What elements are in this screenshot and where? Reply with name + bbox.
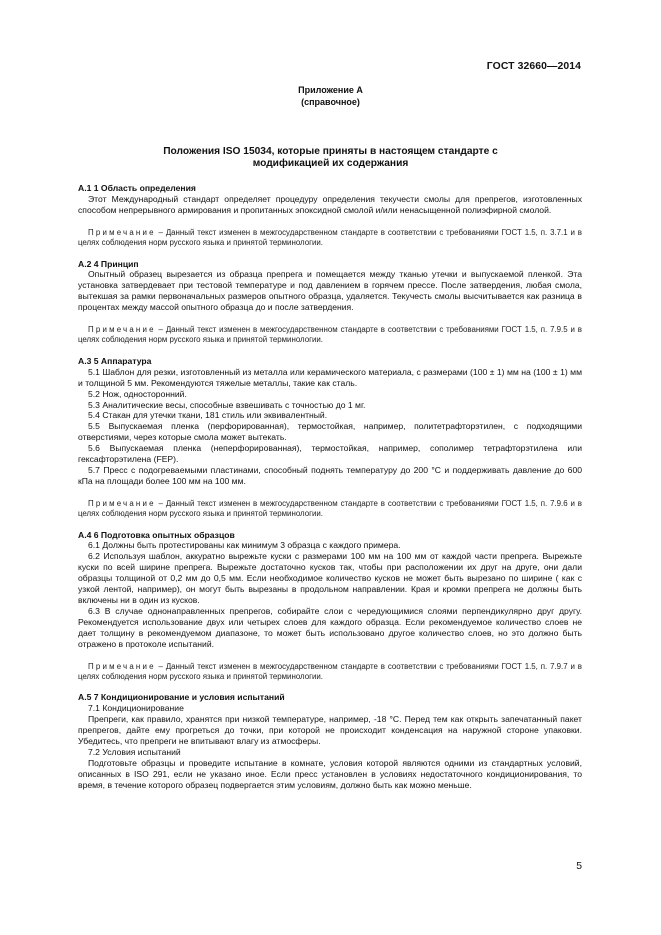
- paragraph: 5.1 Шаблон для резки, изготовленный из металла или керамического материала, с размерами (100 ± 1) мм на (100 ± 1) мм и толщиной 5 мм. Рекомендуются тяжелые металлы, такие как сталь.: [78, 366, 582, 388]
- paragraph: Этот Международный стандарт определяет процедуру определения текучести смолы для препрегов, изготовленных способом непрерывного армирования и пропитанных эпоксидной смолой и/или ненасыщенной полиэфирной смолой.: [78, 193, 582, 215]
- section-heading-a4: А.4 6 Подготовка опытных образцов: [78, 529, 235, 540]
- paragraph: 5.7 Пресс с подогреваемыми пластинами, способный поднять температуру до 200 °С и поддерживать давление до 600 кПа на площади более 100 мм на 100 мм.: [78, 464, 582, 486]
- note-text: Данный текст изменен в межгосударственном стандарте в соответствии с требованиями ГОСТ 1.5, п. 7.9.5 и в целях соблюдения норм русского языка и принятой терминологии.: [78, 325, 582, 345]
- paragraph: Опытный образец вырезается из образца препрега и помещается между тканью утечки и выпускаемой пленкой. Эта установка затвердевает при тестовой температуре и под давлением в горячем прессе. После затвердения, любая смола, вытекшая за рамки первоначальных размеров опытного образца, удаляется. Текучесть смолы высчитывается как разница в процентах между массой опытного образца до и после затвердения.: [78, 269, 582, 313]
- paragraph: 5.5 Выпускаемая пленка (перфорированная), термостойкая, например, политетрафторэтилен, с подходящими отверстиями, через которые смола может вытекать.: [78, 421, 582, 443]
- note-text: Данный текст изменен в межгосударственном стандарте в соответствии с требованиями ГОСТ 1.5, п. 7.9.7 и в целях соблюдения норм русского языка и принятой терминологии.: [78, 661, 582, 681]
- note-label: Примечание: [88, 661, 156, 671]
- note-text: Данный текст изменен в межгосударственном стандарте в соответствии с требованиями ГОСТ 1.5, п. 7.9.6 и в целях соблюдения норм русского языка и принятой терминологии.: [78, 498, 582, 519]
- page-number: 5: [576, 861, 582, 872]
- section-heading-a3: А.3 5 Аппаратура: [78, 355, 152, 366]
- annex-type: (справочное): [301, 96, 360, 107]
- paragraph: 6.1 Должны быть протестированы как минимум 3 образца с каждого примера.: [88, 540, 401, 551]
- note-label: Примечание: [88, 325, 156, 335]
- note-text: Данный текст изменен в межгосударственном стандарте в соответствии с требованиями ГОСТ 1.5, п. 3.7.1 и в целях соблюдения норм русского языка и принятой терминологии.: [78, 227, 582, 248]
- section-heading-a1: А.1 1 Область определения: [78, 183, 196, 193]
- paragraph: Препреги, как правило, хранятся при низкой температуре, например, -18 °С. Перед тем как открыть запечатанный пакет препрегов, дайте ему прогреться до точки, при которой не происходит конденсация на наружной стороне упаковки. Убедитесь, что препреги не впитывают влагу из атмосферы.: [78, 714, 582, 746]
- document-body: [78, 183, 582, 791]
- paragraph: 5.3 Аналитические весы, способные взвешивать с точностью до 1 мг.: [88, 399, 366, 410]
- paragraph: 7.2 Условия испытаний: [88, 746, 181, 757]
- paragraph: 5.4 Стакан для утечки ткани, 181 стиль или эквивалентный.: [88, 410, 328, 421]
- section-heading-a5: А.5 7 Кондиционирование и условия испытаний: [78, 692, 285, 703]
- paragraph: 6.2 Используя шаблон, аккуратно вырежьте куски с размерами 100 мм на 100 мм от каждой части препрега. Вырежьте куски по всей ширине препрега. Вырежьте достаточно кусков так, чтобы при расположении их друг на друге, они дали образцы толщиной от 0,2 мм до 0,5 мм. Если необходимое количество кусков не может быть вырезано по ширине ( как с узкой лентой, например), он могут быть вырезаны в продольном направлении. Края и кромки препрега не должны быть включены ни в один из кусков.: [78, 551, 582, 605]
- section-heading-a2: А.2 4 Принцип: [78, 258, 139, 269]
- annex-title: [0, 146, 661, 171]
- annex-title-line-1: Положения ISO 15034, которые приняты в настоящем стандарте с: [163, 146, 498, 157]
- paragraph: Подготовьте образцы и проведите испытание в комнате, условия которой являются одними из стандартных условий, описанных в ISO 291, если не указано иное. Если пресс установлен в условиях недостаточного кондиционирования, то время, в течение которого образец подвергается этим условиям, должно быть как можно меньше.: [78, 757, 582, 790]
- note-label: Примечание: [88, 498, 156, 508]
- note: Примечание – Данный текст изменен в межгосударственном стандарте в соответствии с требованиями ГОСТ 1.5, п. 7.9.5 и в целях соблюдения норм русского языка и принятой терминологии.: [78, 325, 582, 345]
- paragraph: 5.2 Нож, односторонний.: [88, 388, 187, 399]
- paragraph: 6.3 В случае однонаправленных препрегов, собирайте слои с чередующимися слоями перпендикулярно друг другу. Рекомендуется использование двух или четырех слоев для каждого образца. Если рекомендуемое количество слоев не дает толщину в рекомендуемом диапазоне, то может быть использовано другое количество слоев, но это должно быть отражено в протоколе испытаний.: [78, 605, 582, 649]
- note: Примечание – Данный текст изменен в межгосударственном стандарте в соответствии с требованиями ГОСТ 1.5, п. 7.9.6 и в целях соблюдения норм русского языка и принятой терминологии.: [78, 498, 582, 519]
- annex-label: Приложение А: [298, 85, 363, 95]
- note-label: Примечание: [88, 227, 156, 237]
- note: Примечание – Данный текст изменен в межгосударственном стандарте в соответствии с требованиями ГОСТ 1.5, п. 3.7.1 и в целях соблюдения норм русского языка и принятой терминологии.: [78, 227, 582, 248]
- standard-number: ГОСТ 32660—2014: [486, 61, 581, 72]
- paragraph: 7.1 Кондиционирование: [88, 703, 184, 714]
- paragraph: 5.6 Выпускаемая пленка (неперфорированная), термостойкая, например, сополимер тетрафторэтилена или гексафторэтилена (FEP).: [78, 443, 582, 465]
- note: Примечание – Данный текст изменен в межгосударственном стандарте в соответствии с требованиями ГОСТ 1.5, п. 7.9.7 и в целях соблюдения норм русского языка и принятой терминологии.: [78, 661, 582, 681]
- annex-heading: [0, 85, 661, 108]
- annex-title-line-2: модификацией их содержания: [252, 158, 409, 170]
